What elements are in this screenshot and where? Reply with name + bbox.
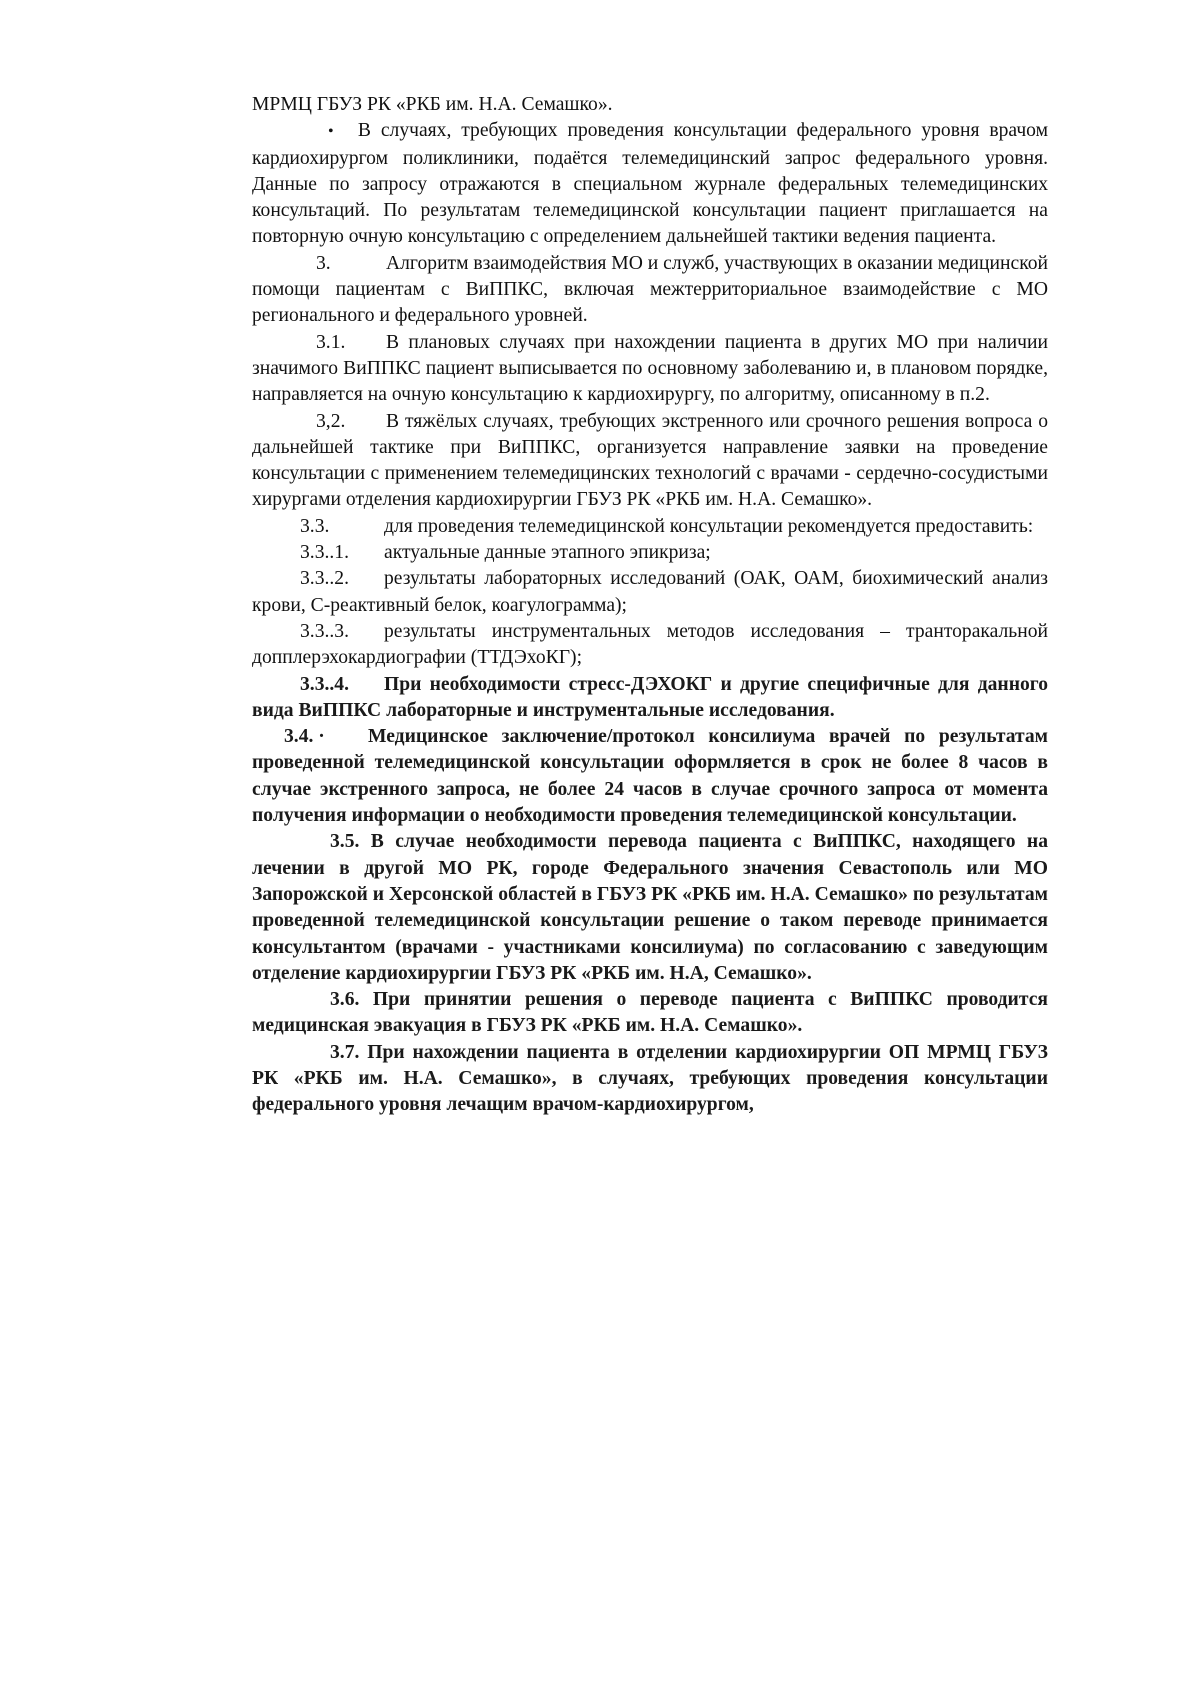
paragraph-3	[252, 251, 1048, 330]
section-number: 3.3..2.	[300, 568, 349, 590]
paragraph-continuation	[252, 92, 1048, 118]
bullet-icon: •	[328, 123, 334, 141]
paragraph-text: 3.6. При принятии решения о переводе пациента с ВиППКС проводится медицинская эвакуация в ГБУЗ РК «РКБ им. Н.А. Семашко».	[252, 989, 1048, 1037]
paragraph-text: При необходимости стресс-ДЭХОКГ и другие специфичные для данного вида ВиППКС лабораторные и инструментальные исследования.	[252, 673, 1048, 721]
section-number: 3,2.	[316, 410, 346, 432]
section-number: 3.3..3.	[300, 620, 349, 642]
paragraph-text: Медицинское заключение/протокол консилиума врачей по результатам проведенной телемедицинской консультации оформляется в срок не более 8 часов в случае экстренного запроса, не более 24 часов в случае срочного запроса от момента получения информации о необходимости проведения телемедицинской консультации.	[252, 726, 1048, 827]
paragraph-text: 3.7. При нахождении пациента в отделении кардиохирургии ОП МРМЦ ГБУЗ РК «РКБ им. Н.А. Семашко», в случаях, требующих проведения консультации федерального уровня лечащим врачом-кардиохирургом,	[252, 1041, 1048, 1116]
paragraph-3-3-4	[252, 672, 1048, 725]
paragraph-3-6	[252, 987, 1048, 1040]
paragraph-3-2	[252, 409, 1048, 514]
paragraph-text: для проведения телемедицинской консультации рекомендуется предоставить:	[384, 515, 1034, 537]
paragraph-3-3-3	[252, 619, 1048, 672]
paragraph-3-3-2	[252, 566, 1048, 619]
section-number: 3.3..1.	[300, 542, 349, 564]
section-number: 3.4. ·	[284, 726, 325, 748]
section-number: 3.3.	[300, 515, 330, 537]
paragraph-text: актуальные данные этапного эпикриза;	[384, 542, 711, 564]
paragraph-3-4	[252, 724, 1048, 829]
paragraph-text: В случаях, требующих проведения консультации федерального уровня врачом кардиохирургом поликлиники, подаётся телемедицинский запрос федерального уровня. Данные по запросу отражаются в специальном журнале федеральных телемедицинских консультаций. По результатам телемедицинской консультации пациент приглашается на повторную очную консультацию с определением дальнейшей тактики ведения пациента.	[252, 120, 1048, 248]
paragraph-3-1	[252, 330, 1048, 409]
paragraph-bullet-federal-consult	[252, 118, 1048, 250]
paragraph-text: МРМЦ ГБУЗ РК «РКБ им. Н.А. Семашко».	[252, 94, 613, 115]
paragraph-text: результаты инструментальных методов исследования – транторакальной допплерэхокардиографии (ТТДЭхоКГ);	[252, 620, 1048, 669]
paragraph-3-5	[252, 829, 1048, 987]
section-number: 3.1.	[316, 331, 346, 353]
paragraph-text: В плановых случаях при нахождении пациента в других МО при наличии значимого ВиППКС пациент выписывается по основному заболеванию и, в плановом порядке, направляется на очную консультацию к кардиохирургу, по алгоритму, описанному в п.2.	[252, 331, 1048, 406]
paragraph-3-3-1	[252, 540, 1048, 566]
paragraph-text: результаты лабораторных исследований (ОАК, ОАМ, биохимический анализ крови, С-реактивный белок, коагулограмма);	[252, 568, 1048, 616]
document-page	[252, 92, 1048, 1119]
paragraph-3-3	[252, 514, 1048, 540]
section-number: 3.	[316, 252, 331, 274]
paragraph-3-7	[252, 1040, 1048, 1119]
section-number: 3.3..4.	[300, 673, 349, 695]
paragraph-text: Алгоритм взаимодействия МО и служб, участвующих в оказании медицинской помощи пациентам с ВиППКС, включая межтерриториальное взаимодействие с МО регионального и федерального уровней.	[252, 252, 1048, 327]
paragraph-text: В тяжёлых случаях, требующих экстренного или срочного решения вопроса о дальнейшей тактике при ВиППКС, организуется направление заявки на проведение консультации с применением телемедицинских технологий с врачами - сердечно-сосудистыми хирургами отделения кардиохирургии ГБУЗ РК «РКБ им. Н.А. Семашко».	[252, 410, 1048, 511]
paragraph-text: 3.5. В случае необходимости перевода пациента с ВиППКС, находящего на лечении в другой МО РК, городе Федерального значения Севастополь или МО Запорожской и Херсонской областей в ГБУЗ РК «РКБ им. Н.А. Семашко» по результатам проведенной телемедицинской консультации решение о таком переводе принимается консультантом (врачами - участниками консилиума) по согласованию с заведующим отделение кардиохирургии ГБУЗ РК «РКБ им. Н.А, Семашко».	[252, 831, 1048, 984]
